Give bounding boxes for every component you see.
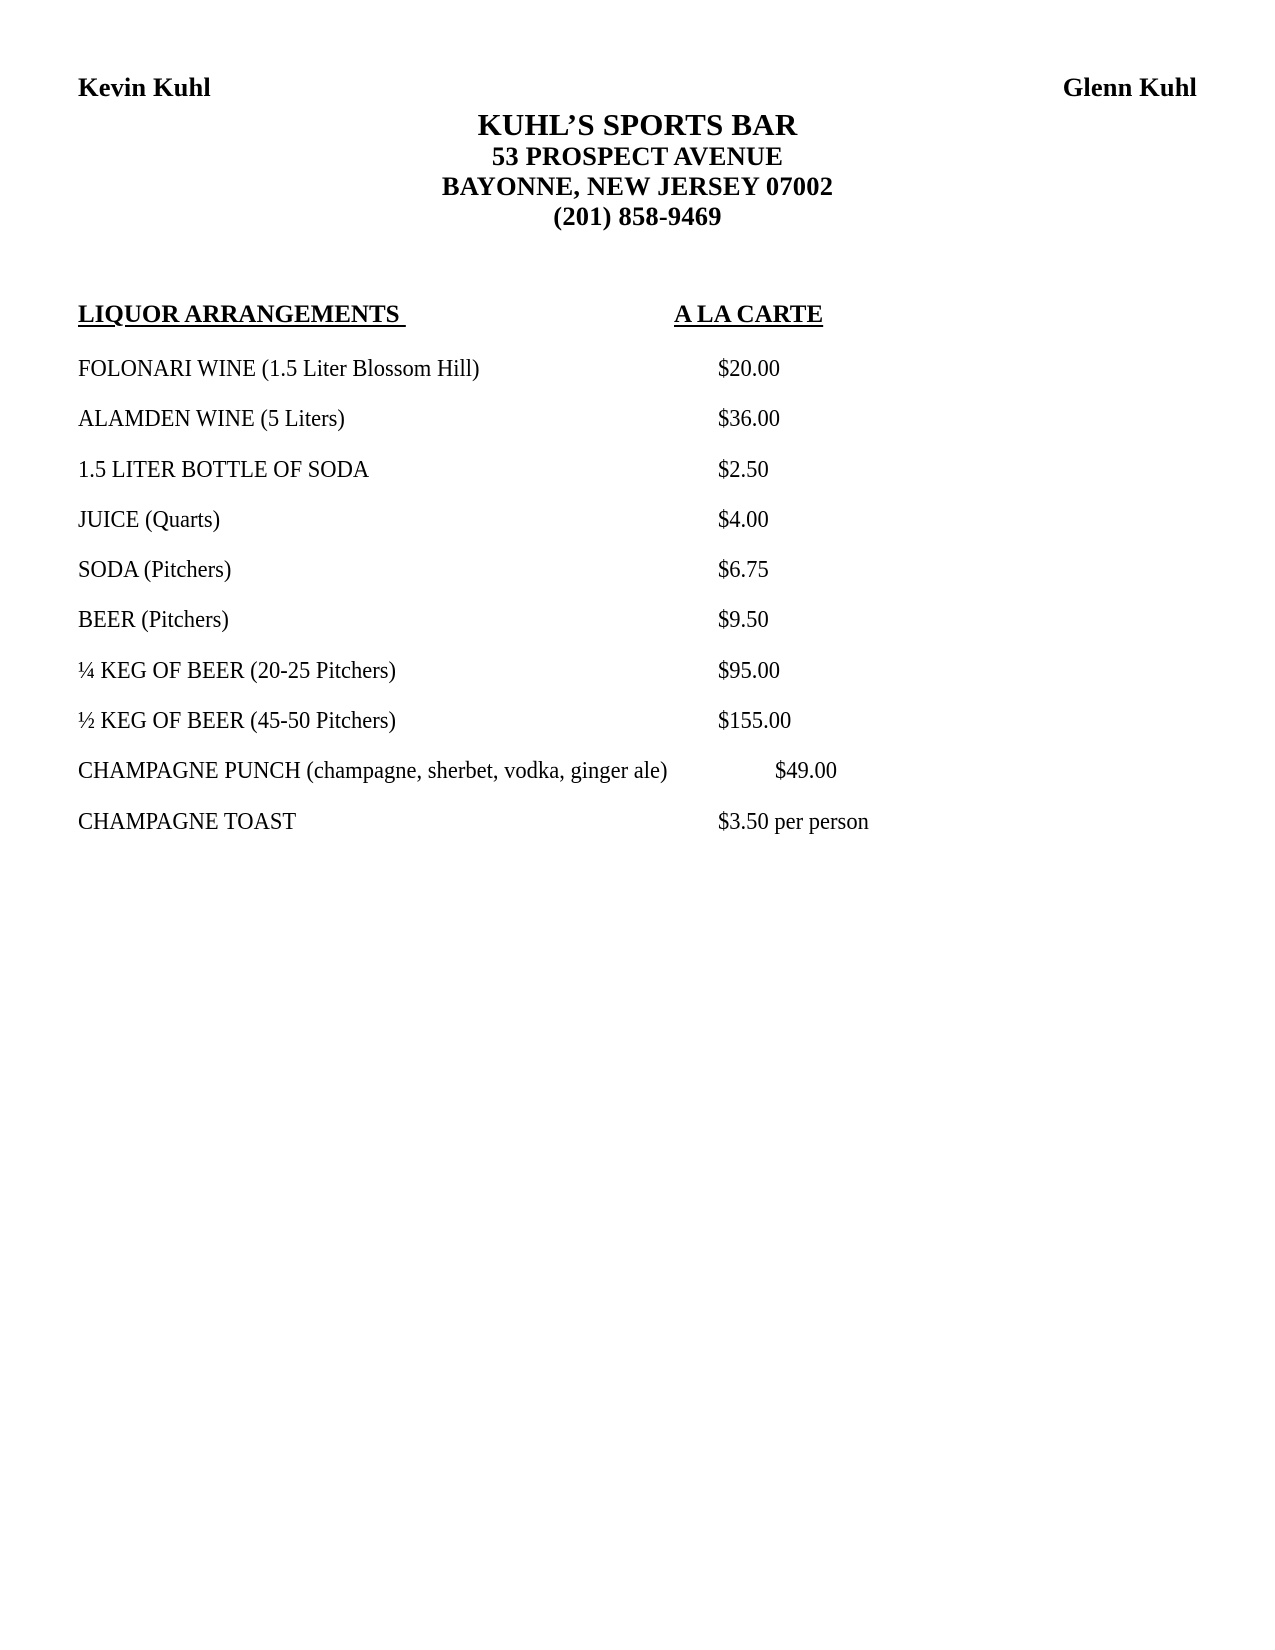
price-row bbox=[78, 656, 1198, 706]
item-price: $2.50 bbox=[718, 455, 769, 483]
item-price: $155.00 bbox=[718, 707, 792, 735]
item-name: 1.5 LITER BOTTLE OF SODA bbox=[78, 455, 370, 483]
price-row bbox=[78, 505, 1198, 555]
price-list bbox=[78, 354, 1198, 857]
owner-name-right: Glenn Kuhl bbox=[1062, 72, 1197, 102]
venue-phone-number: (201) 858-9469 bbox=[553, 201, 722, 231]
owner-name-row bbox=[78, 74, 1197, 102]
item-price: $3.50 per person bbox=[718, 807, 869, 835]
price-row bbox=[78, 455, 1198, 505]
price-row bbox=[78, 756, 1198, 806]
item-name: FOLONARI WINE (1.5 Liter Blossom Hill) bbox=[78, 355, 480, 382]
item-name: JUICE (Quarts) bbox=[78, 505, 221, 533]
owner-name-left: Kevin Kuhl bbox=[78, 72, 211, 102]
item-name: ALAMDEN WINE (5 Liters) bbox=[78, 405, 345, 433]
column-header-a-la-carte: A LA CARTE bbox=[674, 301, 824, 328]
item-price: $95.00 bbox=[718, 656, 780, 684]
price-row bbox=[78, 807, 1198, 857]
item-name: CHAMPAGNE PUNCH (champagne, sherbet, vodka, ginger ale) bbox=[78, 757, 668, 785]
item-price: $6.75 bbox=[718, 556, 769, 584]
price-row bbox=[78, 706, 1198, 756]
item-name: ¼ KEG OF BEER (20-25 Pitchers) bbox=[78, 656, 397, 684]
item-name: ½ KEG OF BEER (45-50 Pitchers) bbox=[78, 707, 397, 735]
item-name: CHAMPAGNE TOAST bbox=[78, 807, 297, 835]
price-row bbox=[78, 354, 1198, 404]
item-price: $49.00 bbox=[775, 757, 837, 785]
item-name: SODA (Pitchers) bbox=[78, 556, 232, 584]
venue-city-state-zip: BAYONNE, NEW JERSEY 07002 bbox=[441, 171, 834, 201]
price-row bbox=[78, 605, 1198, 655]
venue-heading-block bbox=[0, 108, 1275, 231]
column-header-row bbox=[78, 300, 1198, 334]
column-header-liquor-arrangements: LIQUOR ARRANGEMENTS bbox=[78, 301, 406, 328]
item-name: BEER (Pitchers) bbox=[78, 606, 229, 634]
item-price: $36.00 bbox=[718, 405, 780, 433]
price-row bbox=[78, 404, 1198, 454]
price-row bbox=[78, 555, 1198, 605]
venue-name: KUHL’S SPORTS BAR bbox=[477, 107, 798, 142]
venue-street-address: 53 PROSPECT AVENUE bbox=[491, 141, 784, 171]
item-price: $9.50 bbox=[718, 606, 769, 634]
item-price: $20.00 bbox=[718, 355, 780, 382]
item-price: $4.00 bbox=[718, 505, 769, 533]
